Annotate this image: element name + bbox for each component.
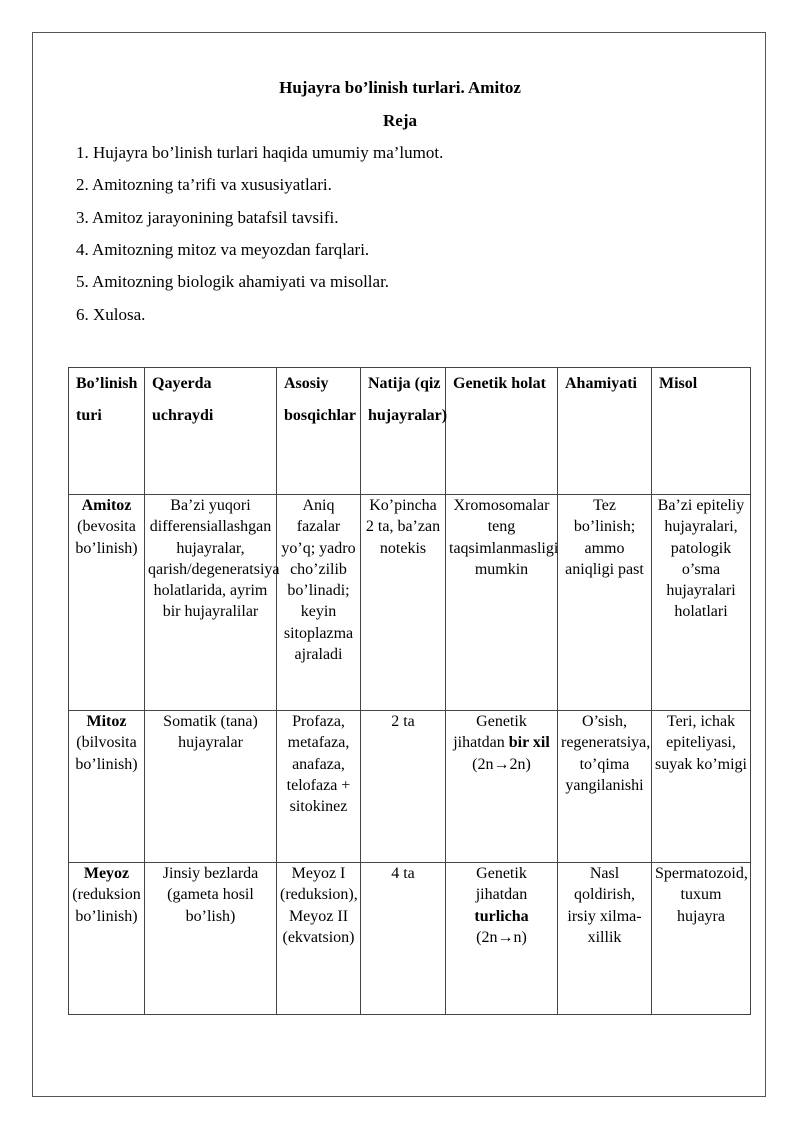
header-result: Natija (qiz hujayralar) bbox=[361, 368, 446, 495]
division-note: (bevosita bo’linish) bbox=[75, 518, 138, 557]
cell-stages: Profaza, metafaza, anafaza, telofaza + sitokinez bbox=[277, 711, 361, 863]
cell-genetic bbox=[446, 863, 558, 1015]
cell-example: Spermatozoid, tuxum hujayra bbox=[652, 863, 751, 1015]
genetic-text: Xromosomalar teng taqsimlanmasligi mumkin bbox=[449, 497, 559, 578]
division-name: Amitoz bbox=[81, 497, 132, 514]
cell-importance: Tez bo’linish; ammo aniqligi past bbox=[558, 495, 652, 711]
genetic-text: Genetik jihatdan bbox=[453, 713, 527, 752]
cell-where: Jinsiy bezlarda (gameta hosil bo’lish) bbox=[145, 863, 277, 1015]
cell-example: Teri, ichak epiteliyasi, suyak ko’migi bbox=[652, 711, 751, 863]
table-header-row bbox=[69, 368, 751, 495]
table-row bbox=[69, 711, 751, 863]
genetic-emphasis: bir xil bbox=[508, 734, 550, 752]
genetic-formula: (2n→n) bbox=[476, 928, 527, 946]
table-row bbox=[69, 863, 751, 1015]
header-genetic: Genetik holat bbox=[446, 368, 558, 495]
header-where: Qayerda uchraydi bbox=[145, 368, 277, 495]
division-note: (reduksion bo’linish) bbox=[72, 886, 141, 925]
cell-result: 4 ta bbox=[361, 863, 446, 1015]
cell-division-type bbox=[69, 711, 145, 863]
plan-heading: Reja bbox=[383, 111, 417, 130]
table-row bbox=[69, 495, 751, 711]
division-note: (bilvosita bo’linish) bbox=[75, 734, 138, 773]
header-stages: Asosiy bosqichlar bbox=[277, 368, 361, 495]
plan-item-3: 3. Amitoz jarayonining batafsil tavsifi. bbox=[76, 208, 339, 227]
genetic-formula: (2n→2n) bbox=[472, 755, 531, 773]
genetic-emphasis: turlicha bbox=[474, 907, 529, 925]
cell-division-type bbox=[69, 495, 145, 711]
division-comparison-table bbox=[68, 367, 751, 1015]
header-importance: Ahamiyati bbox=[558, 368, 652, 495]
cell-division-type bbox=[69, 863, 145, 1015]
document-title: Hujayra bo’linish turlari. Amitoz bbox=[279, 78, 521, 97]
division-name: Meyoz bbox=[83, 865, 130, 882]
cell-stages: Meyoz I (reduksion), Meyoz II (ekvatsion) bbox=[277, 863, 361, 1015]
cell-importance: Nasl qoldirish, irsiy xilma-xillik bbox=[558, 863, 652, 1015]
header-division-type: Bo’linish turi bbox=[69, 368, 145, 495]
cell-where: Ba’zi yuqori differensiallashgan hujayralar, qarish/degeneratsiya holatlarida, ayrim bir hujayralilar bbox=[145, 495, 277, 711]
cell-example: Ba’zi epiteliy hujayralari, patologik o’sma hujayralari holatlari bbox=[652, 495, 751, 711]
plan-item-4: 4. Amitozning mitoz va meyozdan farqlari. bbox=[76, 240, 370, 259]
division-name: Mitoz bbox=[86, 713, 127, 730]
genetic-text: Genetik jihatdan bbox=[475, 865, 528, 904]
plan-item-6: 6. Xulosa. bbox=[76, 305, 146, 324]
header-example: Misol bbox=[652, 368, 751, 495]
cell-result: 2 ta bbox=[361, 711, 446, 863]
cell-result: Ko’pincha 2 ta, ba’zan notekis bbox=[361, 495, 446, 711]
plan-item-2: 2. Amitozning ta’rifi va xususiyatlari. bbox=[76, 175, 332, 194]
plan-item-5: 5. Amitozning biologik ahamiyati va misollar. bbox=[76, 272, 390, 291]
cell-genetic bbox=[446, 711, 558, 863]
cell-importance: O’sish, regeneratsiya, to’qima yangilanishi bbox=[558, 711, 652, 863]
plan-item-1: 1. Hujayra bo’linish turlari haqida umumiy ma’lumot. bbox=[76, 143, 444, 162]
cell-stages: Aniq fazalar yo’q; yadro cho’zilib bo’linadi; keyin sitoplazma ajraladi bbox=[277, 495, 361, 711]
cell-genetic bbox=[446, 495, 558, 711]
cell-where: Somatik (tana) hujayralar bbox=[145, 711, 277, 863]
